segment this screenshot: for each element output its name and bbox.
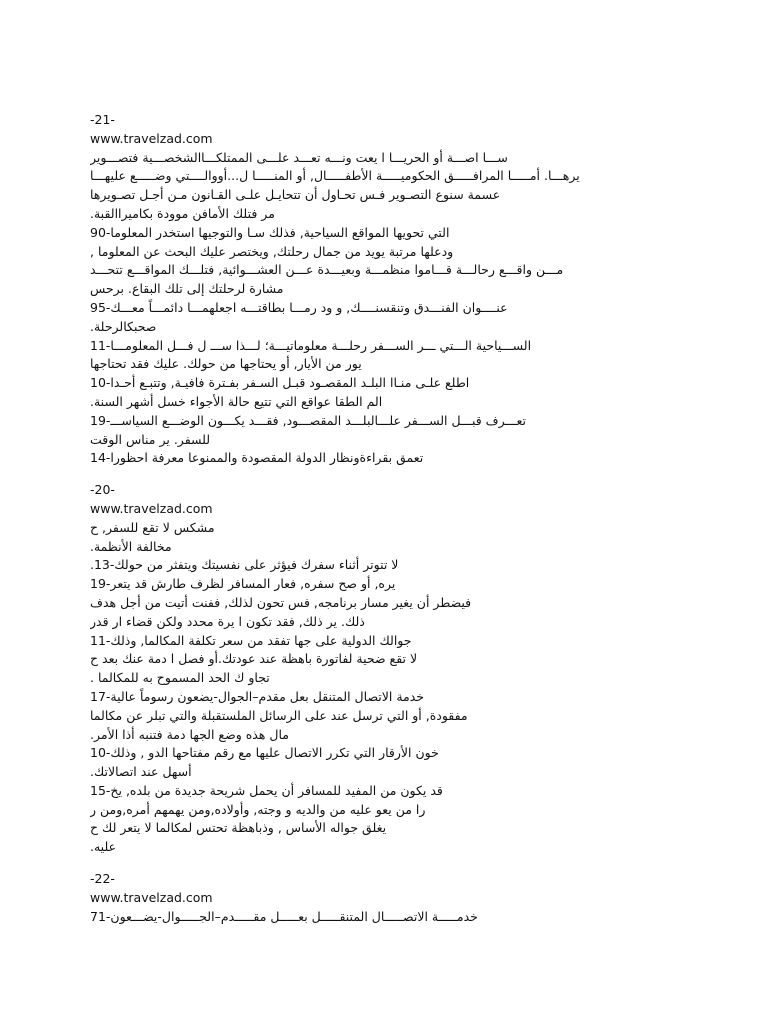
- text-line: يره, أو صح سفره, فعار المسافر لظرف طارش قد يتعر-19: [90, 576, 396, 592]
- text-line: مفقودة, أو التي ترسل عند على الرسائل الملستقبلة والتي تبلر عن مكالما: [90, 707, 468, 723]
- text-line: الم الطقا عواقع التي تتيع حالة الأجواء خسل أشهر السنة.: [90, 393, 383, 409]
- text-line: يرهـــا. أمـــــا المرافـــــق الحكوميـــــة الأطفـــــال, أو المنـــــا ل...أووالــــتي وضـــــع عليهـــا: [90, 168, 580, 184]
- page-number: -22-: [90, 871, 115, 887]
- page-section-21: [90, 111, 590, 468]
- site-url: www.travelzad.com: [90, 130, 213, 146]
- page-section-22: [90, 870, 590, 926]
- text-line: مـــن واقـــع رحالـــة قـــاموا منظمـــة وبعيـــدة عـــن العشـــوائية, فتلـــك المواقـــع تتحـــد: [90, 262, 564, 278]
- section-gap: [90, 468, 590, 481]
- text-line: مخالفة الأنظمة.: [90, 538, 172, 554]
- text-line: يور من الأيار, أو يحتاجها من حولك. عليك فقد تحتاجها: [90, 356, 362, 372]
- text-line: ذلك. ير ذلك, فقد تكون ا يرة محدد ولكن قضاء ار قدر: [90, 613, 365, 629]
- text-line: تعـــرف قبـــل الســـفر علـــالبلـــد المقصـــود, فقـــد يكـــون الوضـــع السياســـ-19: [90, 412, 527, 428]
- text-line: تجاو ك الحد المسموح به للمكالما .: [90, 670, 270, 686]
- text-line: فيضطر أن يغير مسار برنامجه, فس تحون لذلك, ففنت أتيت من أجل هدف: [90, 594, 472, 610]
- text-line: مال هذه وضع الجها دمة فتنبه أذا الأمر.: [90, 726, 289, 742]
- text-line: عليه.: [90, 839, 117, 855]
- text-line: خدمـــــة الاتصـــــال المتنقـــــل بعـــــل مقـــــدم–الجـــــوال-يضـــعون-71: [90, 908, 478, 924]
- site-url: www.travelzad.com: [90, 500, 213, 516]
- text-line: التي تحويها المواقع السياحية, فذلك سـا والتوجيها استخدر المعلوما-90: [90, 224, 450, 240]
- document-page: [90, 111, 590, 926]
- section-gap: [90, 857, 590, 870]
- text-line: ودعلها مرتبة يويد من جمال رحلتك, ويختصر عليك البحث عن المعلوما ,: [90, 243, 454, 259]
- text-line: عسمة سنوع التصـوير فـس تحـاول أن تتحايـل علـى القـانون مـن أجـل تصـويرها: [90, 187, 501, 203]
- page-number: -21-: [90, 112, 115, 127]
- text-line: لا تقع ضحية لفاتورة باهظة عند عودتك.أو فصل ا دمة عنك بعد ح: [90, 651, 418, 667]
- text-line: مشارة لرحلتك إلى تلك البقاع. برحس: [90, 281, 284, 297]
- page-number: -20-: [90, 482, 115, 498]
- text-line: أسهل عند اتصالاتك.: [90, 764, 192, 780]
- text-line: الســـياحية الـــتي ـــر الســـفر رحلـــة معلوماتيـــة؛ لـــذا ســـ ل فـــل المعلومـــا-11: [90, 337, 532, 353]
- text-line: اطلع علـى منـاا البلـد المقصـود قبـل السـفر بفـترة فافيـة, وتتبـع أحـدا-10: [90, 375, 470, 391]
- text-line: خون الأرقار التي تكرر الاتصال عليها مع رقم مفتاحها الدو , وذلك-10: [90, 745, 439, 761]
- text-line: ســـا اصـــة أو الحريـــا ا يعت ونـــه تعـــد علـــى الممتلكـــاالشخصـــية فتصـــوير: [90, 149, 508, 165]
- text-line: قد يكون من المفيد للمسافر أن يحمل شريحة جديدة من بلده, يخ-15: [90, 782, 443, 798]
- text-line: را من يعو عليه من والديه و وجته, وأولاده,ومن يهمهم أمره,ومن ر: [90, 801, 426, 817]
- page-section-20: [90, 481, 590, 857]
- text-line: مشكس لا تقع للسفر, ح: [90, 519, 215, 535]
- text-line: خدمة الاتصال المتنقل بعل مقدم–الجوال-يضعون رسوماً عالية-17: [90, 688, 425, 704]
- text-line: لا تتوتر أثناء سفرك فيؤثر على نفسيتك ويتفثر من حولك-13.: [90, 557, 399, 573]
- text-line: مر فتلك الأمافن موودة بكاميراالقبة.: [90, 205, 275, 221]
- text-line: تعمق بقراءةونظار الدولة المقصودة والممنوعا معرفة احظورا-14: [90, 450, 424, 466]
- site-url: www.travelzad.com: [90, 889, 213, 905]
- text-line: يغلق جواله الأساس , وذباهظة تحتس لمكالما لا يتعر لك ح: [90, 820, 387, 836]
- text-line: صحبكالرحلة.: [90, 318, 157, 334]
- text-line: عنــــوان الفنـــدق وتنقسنــــك, و ود رمـــا بطاقتـــه اجعلهمـــا دائمـــاً معـــك-95: [90, 299, 508, 315]
- text-line: جوالك الدولية على جها تفقد من سعر تكلفة المكالما, وذلك-11: [90, 632, 412, 648]
- text-line: للسفر. ير مناس الوقت: [90, 431, 211, 447]
